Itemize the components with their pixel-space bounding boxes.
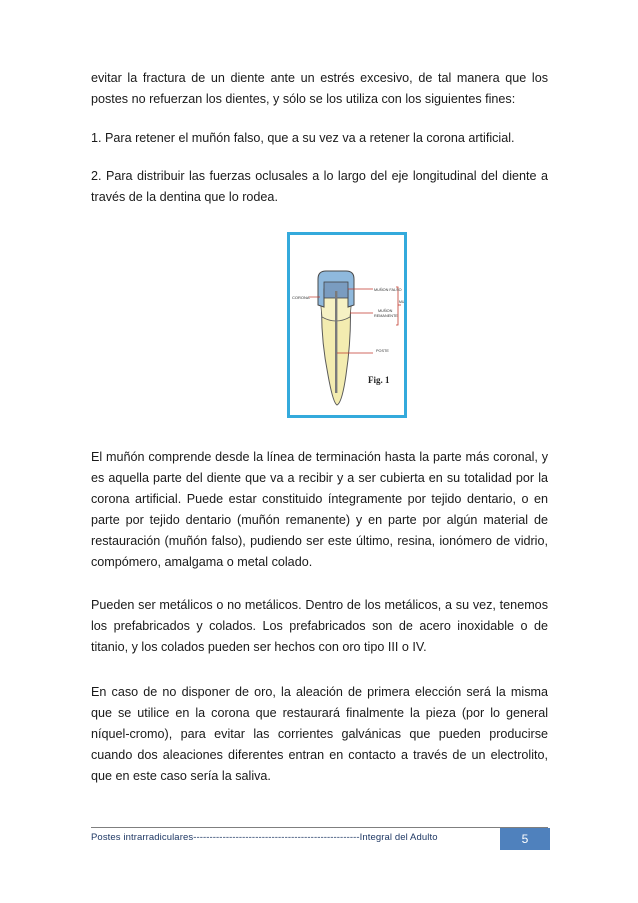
label-munon-remanente-line2: REMANENTE: [374, 314, 398, 318]
paragraph-aleacion: En caso de no disponer de oro, la aleación de primera elección será la misma que se utilice en la corona que restaurará finalmente la pieza (por lo general níquel-cromo), para evitar las corrientes galvánicas que pueden producirse cuando dos aleaciones diferentes entran en contacto a través de un electrolito, que en este caso sería la saliva.: [91, 685, 548, 783]
footer-divider: [91, 827, 548, 828]
label-munon-remanente-line1: MUÑON: [378, 309, 393, 313]
label-mu: MU: [399, 300, 404, 304]
paragraph-intro: evitar la fractura de un diente ante un estrés excesivo, de tal manera que los postes no refuerzan los dientes, y sólo se los utiliza con los siguientes fines:: [91, 71, 548, 106]
paragraph-munon-definition: El muñón comprende desde la línea de terminación hasta la parte más coronal, y es aquella parte del diente que va a recibir y a ser cubierta en su totalidad por la corona artificial. Puede estar constituido íntegramente por tejido dentario, o en parte por tejido dentario (muñón remanente) y en parte por algún material de restauración (muñón falso), pudiendo ser este último, resina, ionómero de vidrio, compómero, amalgama o metal colado.: [91, 450, 548, 569]
figure-caption: Fig. 1: [368, 375, 390, 385]
tooth-diagram: [290, 235, 404, 415]
paragraph-purpose-2: 2. Para distribuir las fuerzas oclusales a lo largo del eje longitudinal del diente a través de la dentina que lo rodea.: [91, 169, 548, 204]
label-poste: POSTE: [376, 349, 389, 353]
paragraph-purpose-1: 1. Para retener el muñón falso, que a su vez va a retener la corona artificial.: [91, 131, 515, 145]
footer-title: Postes intrarradiculares---------------------------------------------------Integral del Adulto: [91, 832, 438, 843]
tooth-post-figure: [287, 232, 407, 418]
paragraph-metalicos: Pueden ser metálicos o no metálicos. Dentro de los metálicos, a su vez, tenemos los prefabricados y colados. Los prefabricados son de acero inoxidable o de titanio, y los colados pueden ser hechos con oro tipo III o IV.: [91, 598, 548, 654]
core-bracket: [396, 287, 398, 325]
page-number: 5: [500, 828, 550, 850]
label-corona: CORONA: [292, 295, 310, 300]
label-munon-falso: MUÑON FALSO: [374, 288, 402, 292]
post-shape: [335, 291, 337, 393]
